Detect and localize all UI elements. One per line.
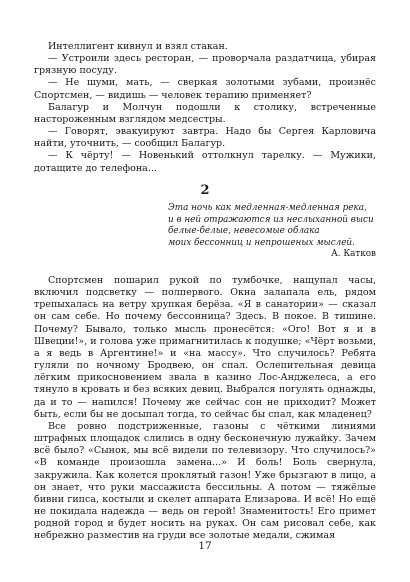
epigraph-line: и в ней отражаются из неслыханной выси [168,214,374,225]
epigraph-line: моих бессонниц и непрошеных мыслей. [168,237,355,248]
paragraph: Все ровно подстриженные, газоны с чёткими линиями штрафных площадок слились в одну бесконечную лужайку. Зачем всё было? «Сынок, мы всё видели по телевизору. Что случилось?» «В команде произошла замена...» И боль! Боль свернула, закружила. Как колется проклятый газон! Уже брызгают в лицо, а он знает, что руки массажиста бессильны. А потом — тяжёлые бивни гипса, костыли и скелет аппарата Елизарова. И всё! Но ещё не покидала надежда — ведь он герой! Знаменитость! Его примет родной город и будет носить на руках. Он сам рисовал себе, как небрежно разместив на груди все золотые медали, сжимая [34,420,376,542]
epigraph [168,203,374,249]
paragraph: Балагур и Молчун подошли к столику, встреченные настороженным взглядом медсестры. [34,101,376,125]
paragraph: — Устроили здесь ресторан, — проворчала раздатчица, убирая грязную посуду. [34,53,376,77]
paragraph: Спортсмен пошарил рукой по тумбочке, нащупал часы, включил подсветку — полпервого. Окна залапала ель, рядом трепыхалась на ветру хрупкая берёза. «Я в санатории» — сказал он сам себе. Но почему бессонница? Здесь. В покое. В тишине. Почему? Бывало, только мысль пронесётся: «Ого! Вот я и в Швеции!», и голова уже примагнитилась к подушке; «Чёрт возьми, а я ведь в Аргентине!» и «на массу». Что случилось? Ребята гуляли по ночному Бродвею, он спал. Ослепительная девица лёгким прикосновением звала в казино Лос-Анджелеса, а его тянуло в кровать и без всяких девиц. Выбрался погулять однажды, да и то — напился! Почему же сейчас сон не приходит? Может быть, если бы не досыпал тогда, то сейчас бы спал, как младенец? [34,275,376,420]
epigraph-author: А. Катков [331,249,376,259]
paragraph: — Говорят, эвакуируют завтра. Надо бы Сергея Карловича найти, уточнить, — сообщил Балагур. [34,126,376,150]
paragraph: — Не шуми, мать, — сверкая золотыми зубами, произнёс Спортсмен, — видишь — человек терапию применяет? [34,77,376,101]
epigraph-line: Эта ночь как медленная-медленная река, [168,203,367,213]
text-section-bottom [34,275,376,542]
chapter-number: 2 [200,183,210,198]
paragraph: Интеллигент кивнул и взял стакан. [48,41,228,52]
epigraph-line: белые-белые, невесомые облака [168,226,320,237]
paragraph: — К чёрту! — Новенький оттолкнул тарелку. — Мужики, дотащите до телефона... [34,150,376,174]
page-number: 17 [198,540,212,552]
text-section-top [34,41,376,175]
